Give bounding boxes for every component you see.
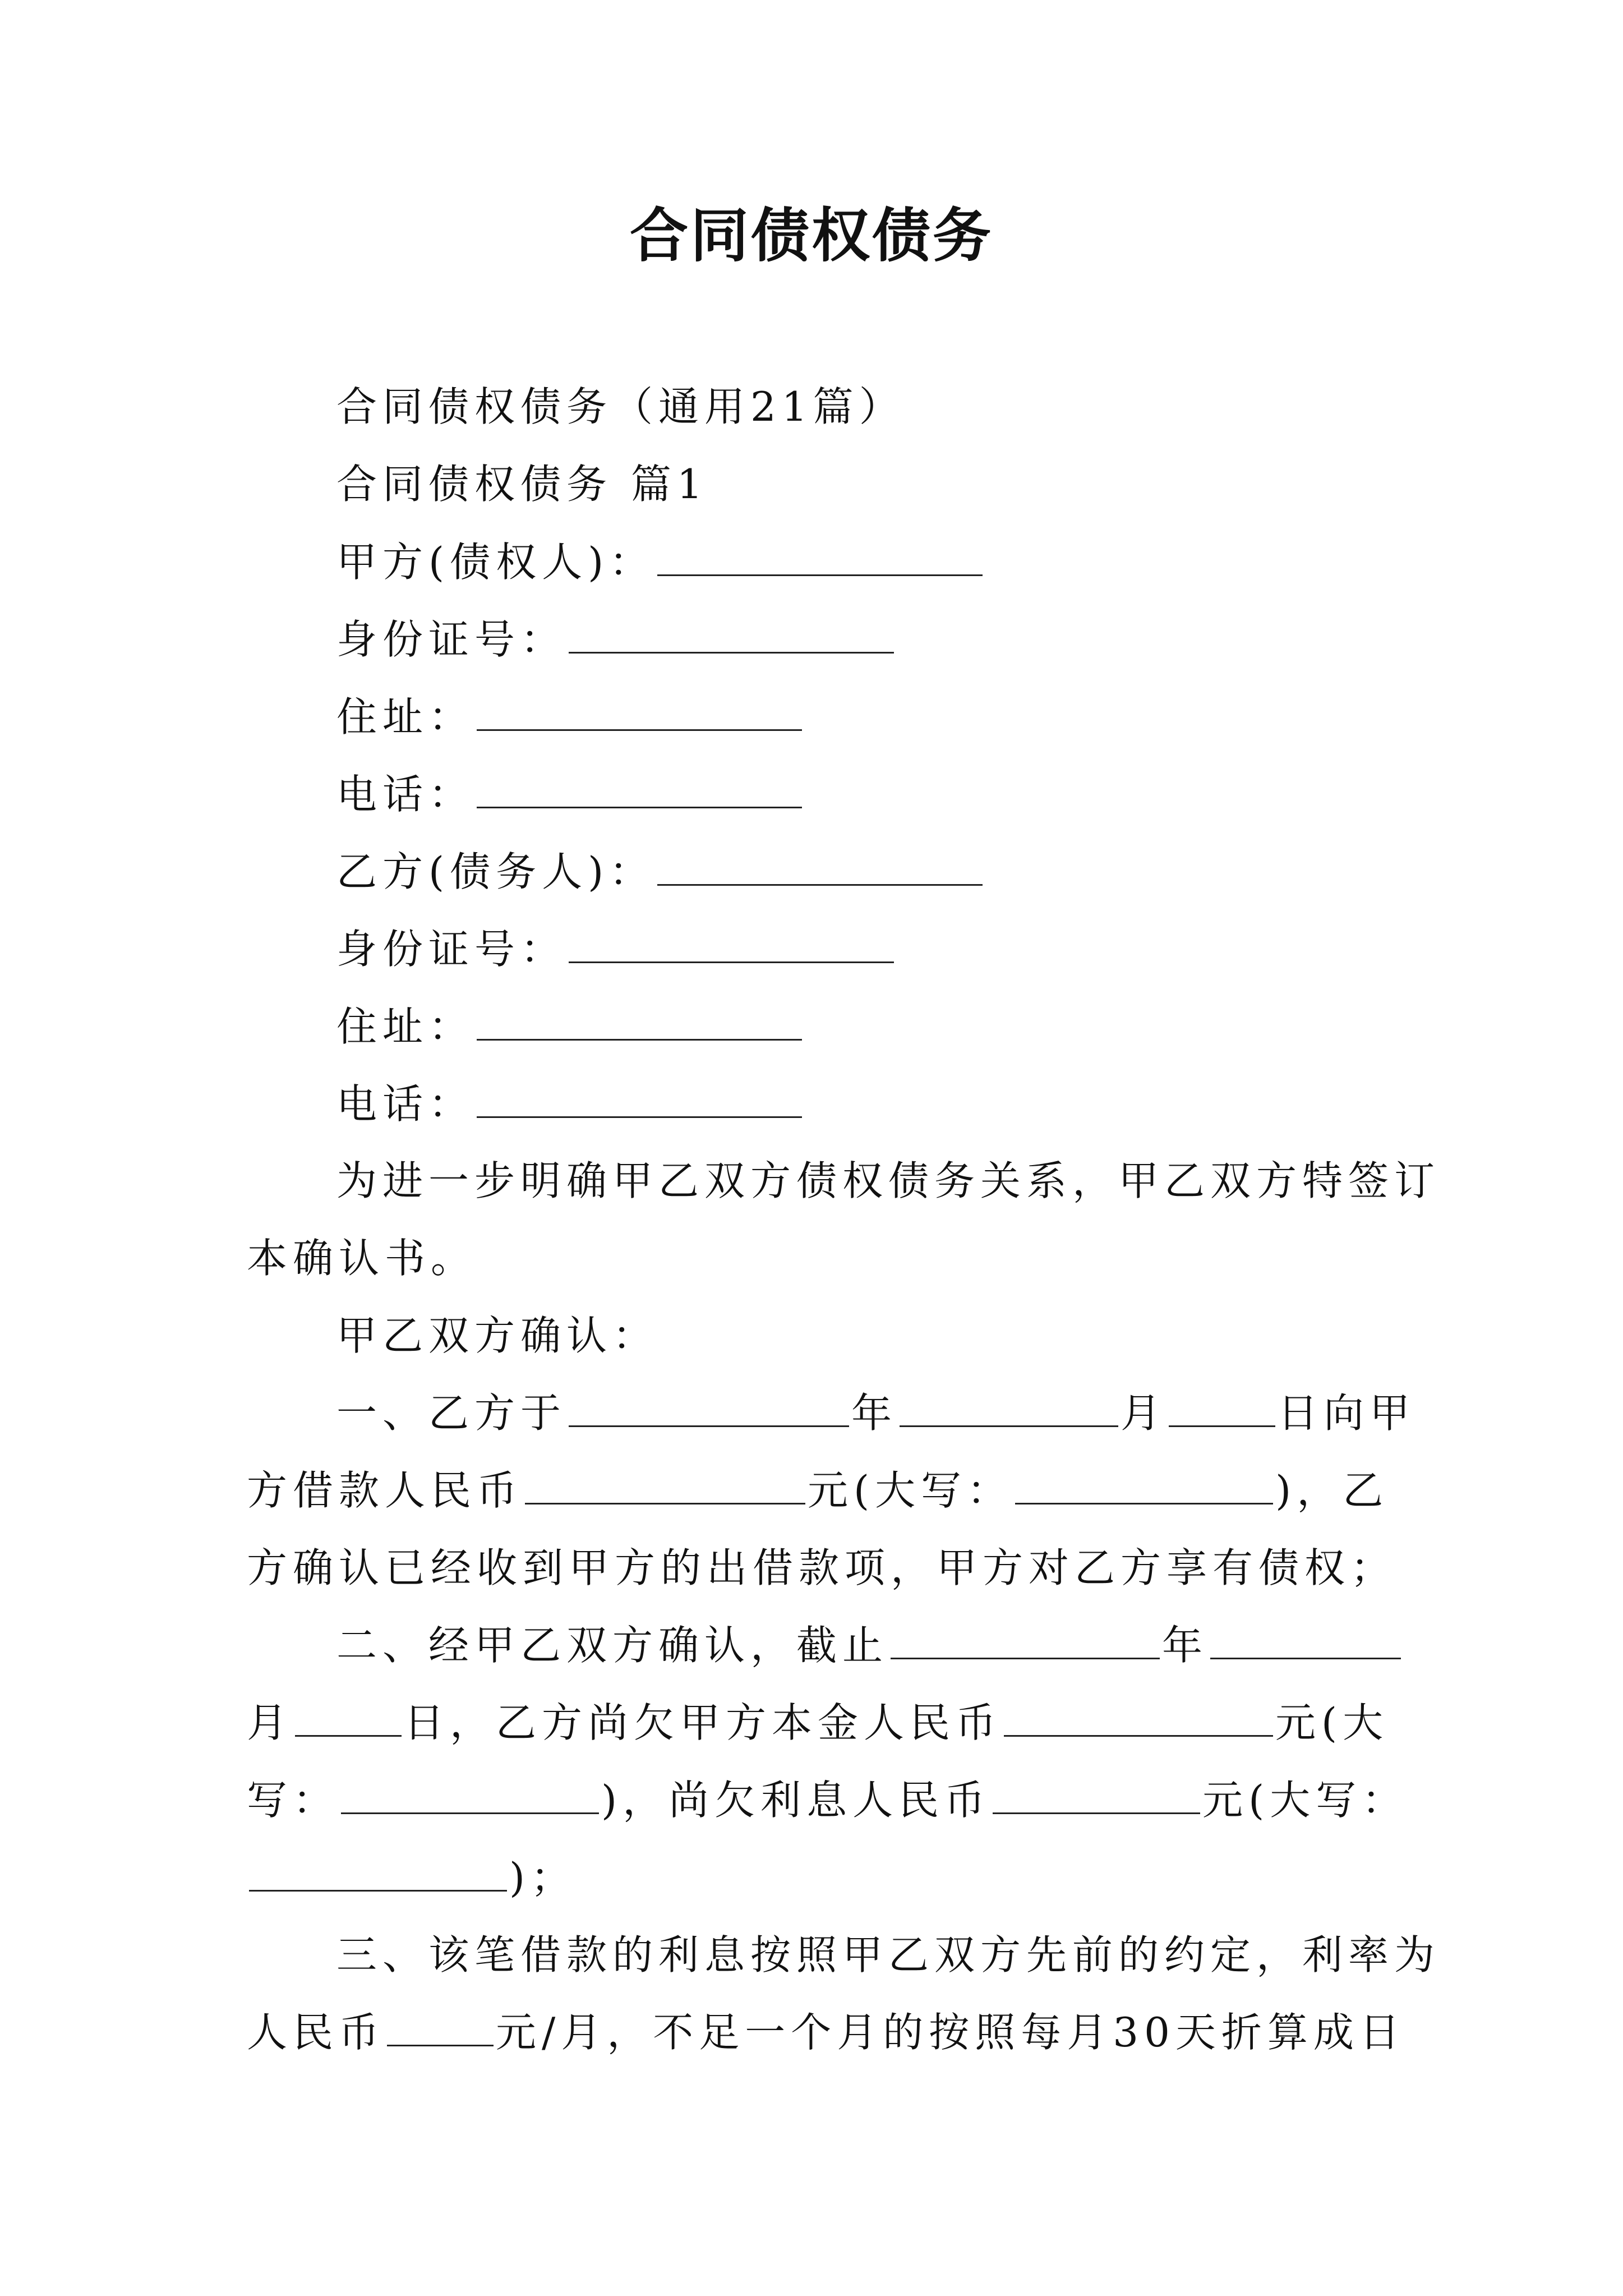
intro-line-2: 本确认书。 <box>247 1235 477 1282</box>
party-a-address-blank <box>477 696 802 731</box>
party-b-phone-row <box>336 1076 1385 1132</box>
clause1-amount-words-blank <box>1015 1469 1273 1504</box>
clause3-text-2: 元/月，不足一个月的按照每月30天折算成日 <box>496 2009 1405 2056</box>
intro-line-1: 为进一步明确甲乙双方债权债务关系，甲乙双方特签订 <box>336 1157 1441 1204</box>
party-a-id-blank <box>569 618 894 654</box>
clause1-day-blank <box>1169 1392 1275 1427</box>
clause3-line-1: 三、该笔借款的利息按照甲乙双方先前的约定，利率为 <box>336 1931 1441 1978</box>
party-b-row <box>336 844 1385 900</box>
clause2-text-2: 年 <box>1162 1622 1209 1669</box>
party-b-phone-label: 电话： <box>336 1080 475 1128</box>
party-b-label: 乙方(债务人)： <box>336 848 656 895</box>
party-a-phone-label: 电话： <box>336 771 475 818</box>
party-b-address-blank <box>477 1005 802 1041</box>
clause2-principal-words-blank <box>341 1779 599 1814</box>
party-b-name-blank <box>657 850 983 886</box>
party-a-name-blank <box>657 541 983 576</box>
clause3-text-1: 人民币 <box>247 2009 385 2056</box>
clause2-text-7: )，尚欠利息人民币 <box>601 1777 991 1824</box>
clause2-principal-blank <box>1004 1701 1273 1737</box>
clause1-text-7: )，乙 <box>1275 1467 1389 1514</box>
clause2-line-4 <box>247 1849 1385 1906</box>
document-subtitle: 合同债权债务（通用21篇） <box>336 383 905 430</box>
section-heading: 合同债权债务 篇1 <box>336 461 708 508</box>
party-a-label: 甲方(债权人)： <box>336 539 656 586</box>
party-a-address-row <box>336 689 1385 745</box>
party-a-id-row <box>336 611 1385 668</box>
party-b-id-blank <box>569 928 894 963</box>
document-title: 合同债权债务 <box>629 201 993 270</box>
clause1-text-3: 月 <box>1121 1389 1167 1437</box>
party-b-address-label: 住址： <box>336 1003 475 1050</box>
clause1-month-blank <box>900 1392 1118 1427</box>
clause2-text-4: 日，乙方尚欠甲方本金人民币 <box>404 1699 1002 1746</box>
clause2-line-2 <box>247 1695 1389 1751</box>
party-a-id-label: 身份证号： <box>336 616 567 663</box>
clause3-line-2 <box>247 2004 1405 2060</box>
party-b-phone-blank <box>477 1083 802 1118</box>
party-a-phone-blank <box>477 773 802 808</box>
clause2-text-1: 二、经甲乙双方确认，截止 <box>336 1622 889 1669</box>
party-b-id-label: 身份证号： <box>336 926 567 973</box>
clause2-interest-words-blank <box>249 1856 507 1892</box>
clause3-rate-blank <box>387 2011 494 2046</box>
clause1-line-3: 方确认已经收到甲方的出借款项，甲方对乙方享有债权； <box>247 1544 1397 1591</box>
clause2-line-1 <box>336 1617 1385 1673</box>
clause1-year-blank <box>569 1392 849 1427</box>
clause2-month-blank-a <box>1210 1624 1401 1659</box>
clause1-line-1 <box>336 1385 1416 1441</box>
clause1-text-2: 年 <box>851 1389 898 1437</box>
clause2-day-blank <box>295 1701 402 1737</box>
clause1-text-5: 方借款人民币 <box>247 1467 523 1514</box>
clause2-text-8: 元(大写： <box>1202 1777 1408 1824</box>
clause1-text-4: 日向甲 <box>1278 1389 1416 1437</box>
party-a-row <box>336 534 1385 590</box>
clause2-line-3 <box>247 1772 1408 1828</box>
clause1-line-2 <box>247 1462 1389 1519</box>
confirm-heading: 甲乙双方确认： <box>336 1312 659 1359</box>
clause2-interest-blank <box>993 1779 1200 1814</box>
clause2-text-6: 写： <box>247 1777 339 1824</box>
clause2-text-5: 元(大 <box>1275 1699 1389 1746</box>
party-a-phone-row <box>336 766 1385 822</box>
party-b-address-row <box>336 999 1385 1055</box>
clause1-amount-blank <box>525 1469 805 1504</box>
clause2-text-3: 月 <box>247 1699 293 1746</box>
clause2-year-blank <box>891 1624 1160 1659</box>
clause2-text-9: )； <box>509 1854 577 1901</box>
clause1-text-1: 一、乙方于 <box>336 1389 567 1437</box>
clause1-text-6: 元(大写： <box>808 1467 1013 1514</box>
party-b-id-row <box>336 921 1385 977</box>
party-a-address-label: 住址： <box>336 693 475 740</box>
